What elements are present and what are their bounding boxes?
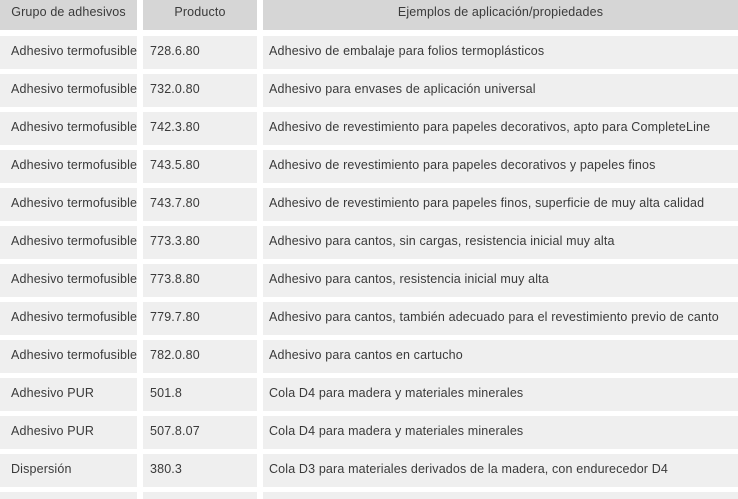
cell-producto: 779.7.80 — [143, 302, 257, 335]
table-row — [0, 454, 738, 487]
cell-ejemplo-aplicacion: Cola D4 para madera y materiales minerales — [263, 416, 738, 449]
cell-grupo-de-adhesivos: Adhesivo PUR — [0, 416, 137, 449]
cell-producto: 507.8.07 — [143, 416, 257, 449]
table-row — [0, 378, 738, 411]
cell-grupo-de-adhesivos: Adhesivo termofusible — [0, 36, 137, 69]
cell-producto: 773.8.80 — [143, 264, 257, 297]
cell-producto: 743.7.80 — [143, 188, 257, 221]
table-row — [0, 36, 738, 69]
table-body — [0, 36, 738, 487]
cell-ejemplo-aplicacion: Adhesivo de revestimiento para papeles decorativos y papeles finos — [263, 150, 738, 183]
cell-grupo-de-adhesivos: Adhesivo termofusible — [0, 340, 137, 373]
cell-grupo-de-adhesivos: Dispersión — [0, 454, 137, 487]
cell-ejemplo-aplicacion: Adhesivo para cantos, sin cargas, resistencia inicial muy alta — [263, 226, 738, 259]
cell-ejemplo-aplicacion: Adhesivo de revestimiento para papeles decorativos, apto para CompleteLine — [263, 112, 738, 145]
table-row — [0, 302, 738, 335]
table-row — [0, 226, 738, 259]
cell-cutoff — [143, 492, 257, 499]
cell-producto: 742.3.80 — [143, 112, 257, 145]
cell-ejemplo-aplicacion: Cola D4 para madera y materiales minerales — [263, 378, 738, 411]
cell-producto: 501.8 — [143, 378, 257, 411]
cell-cutoff — [0, 492, 137, 499]
cell-producto: 743.5.80 — [143, 150, 257, 183]
cell-grupo-de-adhesivos: Adhesivo PUR — [0, 378, 137, 411]
cell-grupo-de-adhesivos: Adhesivo termofusible — [0, 112, 137, 145]
table-row — [0, 416, 738, 449]
cell-grupo-de-adhesivos: Adhesivo termofusible — [0, 150, 137, 183]
table-row — [0, 74, 738, 107]
cell-producto: 732.0.80 — [143, 74, 257, 107]
cell-ejemplo-aplicacion: Adhesivo de embalaje para folios termoplásticos — [263, 36, 738, 69]
cell-producto: 728.6.80 — [143, 36, 257, 69]
column-header-grupo-de-adhesivos: Grupo de adhesivos — [0, 0, 137, 30]
table-row — [0, 112, 738, 145]
cell-grupo-de-adhesivos: Adhesivo termofusible — [0, 188, 137, 221]
cell-ejemplo-aplicacion: Adhesivo para cantos, también adecuado para el revestimiento previo de canto — [263, 302, 738, 335]
cell-ejemplo-aplicacion: Adhesivo para envases de aplicación universal — [263, 74, 738, 107]
table-row — [0, 150, 738, 183]
table-row — [0, 188, 738, 221]
cell-ejemplo-aplicacion: Adhesivo para cantos, resistencia inicial muy alta — [263, 264, 738, 297]
table-header-row — [0, 0, 738, 30]
cell-ejemplo-aplicacion: Cola D3 para materiales derivados de la madera, con endurecedor D4 — [263, 454, 738, 487]
cell-grupo-de-adhesivos: Adhesivo termofusible — [0, 302, 137, 335]
cell-producto: 782.0.80 — [143, 340, 257, 373]
cell-grupo-de-adhesivos: Adhesivo termofusible — [0, 226, 137, 259]
column-header-producto: Producto — [143, 0, 257, 30]
cell-grupo-de-adhesivos: Adhesivo termofusible — [0, 264, 137, 297]
cell-producto: 380.3 — [143, 454, 257, 487]
table-row-cutoff — [0, 492, 738, 499]
cell-cutoff — [263, 492, 738, 499]
cell-producto: 773.3.80 — [143, 226, 257, 259]
table-row — [0, 264, 738, 297]
table-row — [0, 340, 738, 373]
cell-ejemplo-aplicacion: Adhesivo para cantos en cartucho — [263, 340, 738, 373]
column-header-ejemplos-aplicacion: Ejemplos de aplicación/propiedades — [263, 0, 738, 30]
cell-grupo-de-adhesivos: Adhesivo termofusible — [0, 74, 137, 107]
cell-ejemplo-aplicacion: Adhesivo de revestimiento para papeles finos, superficie de muy alta calidad — [263, 188, 738, 221]
